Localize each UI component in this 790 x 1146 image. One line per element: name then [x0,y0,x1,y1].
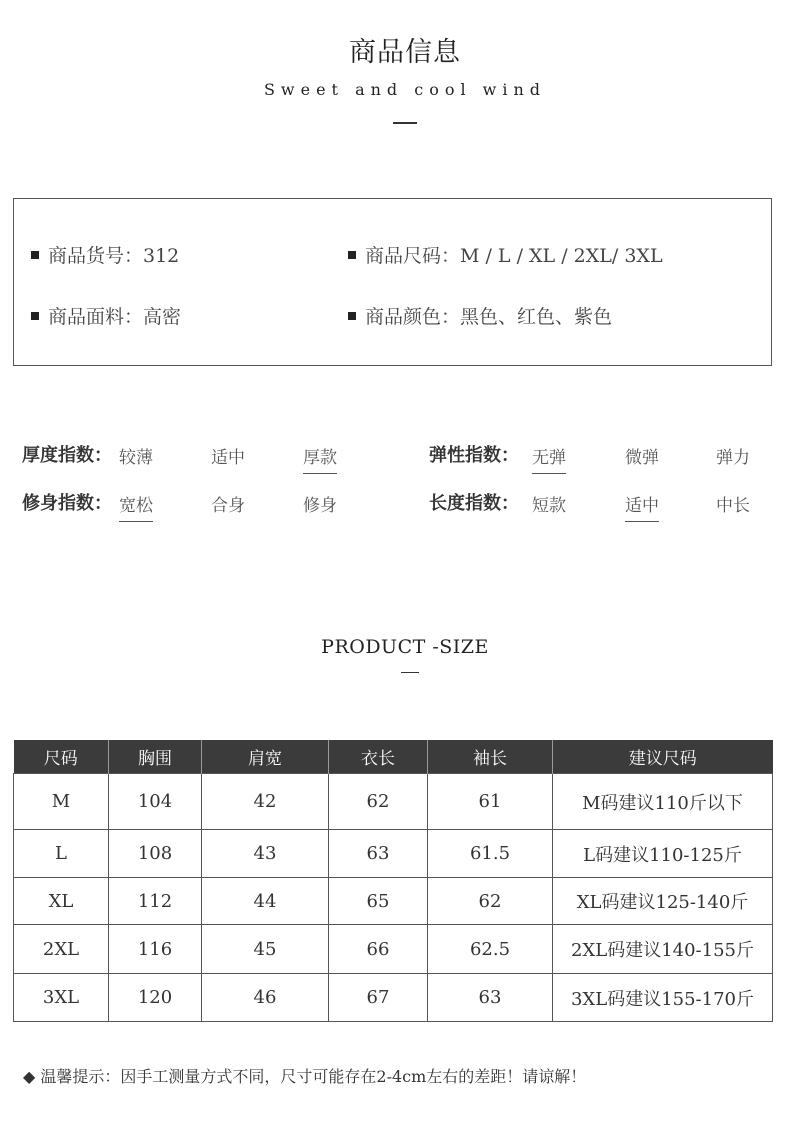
fit-option-slim: 修身 [303,496,337,516]
product-info-box [13,198,772,366]
table-row [14,925,773,974]
cell-shoulder: 43 [202,830,329,878]
header-size: 尺码 [14,740,109,774]
info-item-fabric-text: 商品面料：高密 [48,306,182,328]
cell-recommendation: L码建议110-125斤 [553,830,773,878]
elasticity-index-label: 弹性指数： [429,445,519,466]
cell-shoulder: 45 [202,925,329,974]
elasticity-option-none-selected: 无弹 [532,443,566,474]
thickness-option-thin: 较薄 [119,448,153,468]
header-length: 衣长 [329,740,428,774]
bullet-square-icon [31,312,39,320]
length-index-label: 长度指数： [429,493,519,514]
title-divider [393,122,417,124]
page-title: 商品信息 [349,37,461,68]
cell-length: 62 [329,774,428,830]
cell-chest: 112 [109,878,202,925]
page-subtitle: Sweet and cool wind [263,80,547,99]
elasticity-option-stretch: 弹力 [716,448,750,468]
bullet-square-icon [31,251,39,259]
length-option-short: 短款 [532,496,566,516]
cell-size: 3XL [14,974,109,1022]
header-recommendation: 建议尺码 [553,740,773,774]
thickness-option-medium: 适中 [211,448,245,468]
cell-recommendation: 2XL码建议140-155斤 [553,925,773,974]
thickness-option-thick-selected: 厚款 [303,443,337,474]
bullet-square-icon [348,312,356,320]
info-item-fabric [31,302,181,329]
info-item-sizes [348,241,663,268]
cell-length: 65 [329,878,428,925]
cell-length: 67 [329,974,428,1022]
table-row [14,774,773,830]
table-row [14,878,773,925]
cell-recommendation: XL码建议125-140斤 [553,878,773,925]
fit-index-label: 修身指数： [22,493,112,514]
info-item-colors-text: 商品颜色：黑色、红色、紫色 [365,306,613,328]
size-section-title: PRODUCT -SIZE [321,636,489,658]
size-table-header-row [14,740,773,774]
info-item-sizes-text: 商品尺码：M / L / XL / 2XL/ 3XL [365,245,663,267]
table-row [14,830,773,878]
cell-size: M [14,774,109,830]
cell-chest: 108 [109,830,202,878]
cell-sleeve: 62 [428,878,553,925]
cell-size: XL [14,878,109,925]
measurement-tip: ◆ 温馨提示：因手工测量方式不同，尺寸可能存在2-4cm左右的差距！请谅解！ [23,1067,587,1086]
cell-chest: 104 [109,774,202,830]
info-item-colors [348,302,612,329]
cell-shoulder: 42 [202,774,329,830]
cell-length: 63 [329,830,428,878]
info-item-number [31,241,179,268]
cell-sleeve: 63 [428,974,553,1022]
cell-sleeve: 61.5 [428,830,553,878]
fit-option-loose-selected: 宽松 [119,491,153,522]
header-sleeve: 袖长 [428,740,553,774]
cell-size: 2XL [14,925,109,974]
cell-recommendation: M码建议110斤以下 [553,774,773,830]
bullet-square-icon [348,251,356,259]
fit-option-regular: 合身 [211,496,245,516]
header-chest: 胸围 [109,740,202,774]
size-table [13,740,773,1022]
cell-recommendation: 3XL码建议155-170斤 [553,974,773,1022]
cell-length: 66 [329,925,428,974]
cell-chest: 120 [109,974,202,1022]
size-section-divider [401,672,419,673]
thickness-index-label: 厚度指数： [22,445,112,466]
cell-size: L [14,830,109,878]
table-row [14,974,773,1022]
elasticity-option-slight: 微弹 [625,448,659,468]
length-option-medium-selected: 适中 [625,491,659,522]
header-shoulder: 肩宽 [202,740,329,774]
cell-sleeve: 62.5 [428,925,553,974]
cell-chest: 116 [109,925,202,974]
cell-shoulder: 44 [202,878,329,925]
info-item-number-text: 商品货号：312 [48,245,180,267]
cell-sleeve: 61 [428,774,553,830]
cell-shoulder: 46 [202,974,329,1022]
length-option-mid-long: 中长 [716,496,750,516]
